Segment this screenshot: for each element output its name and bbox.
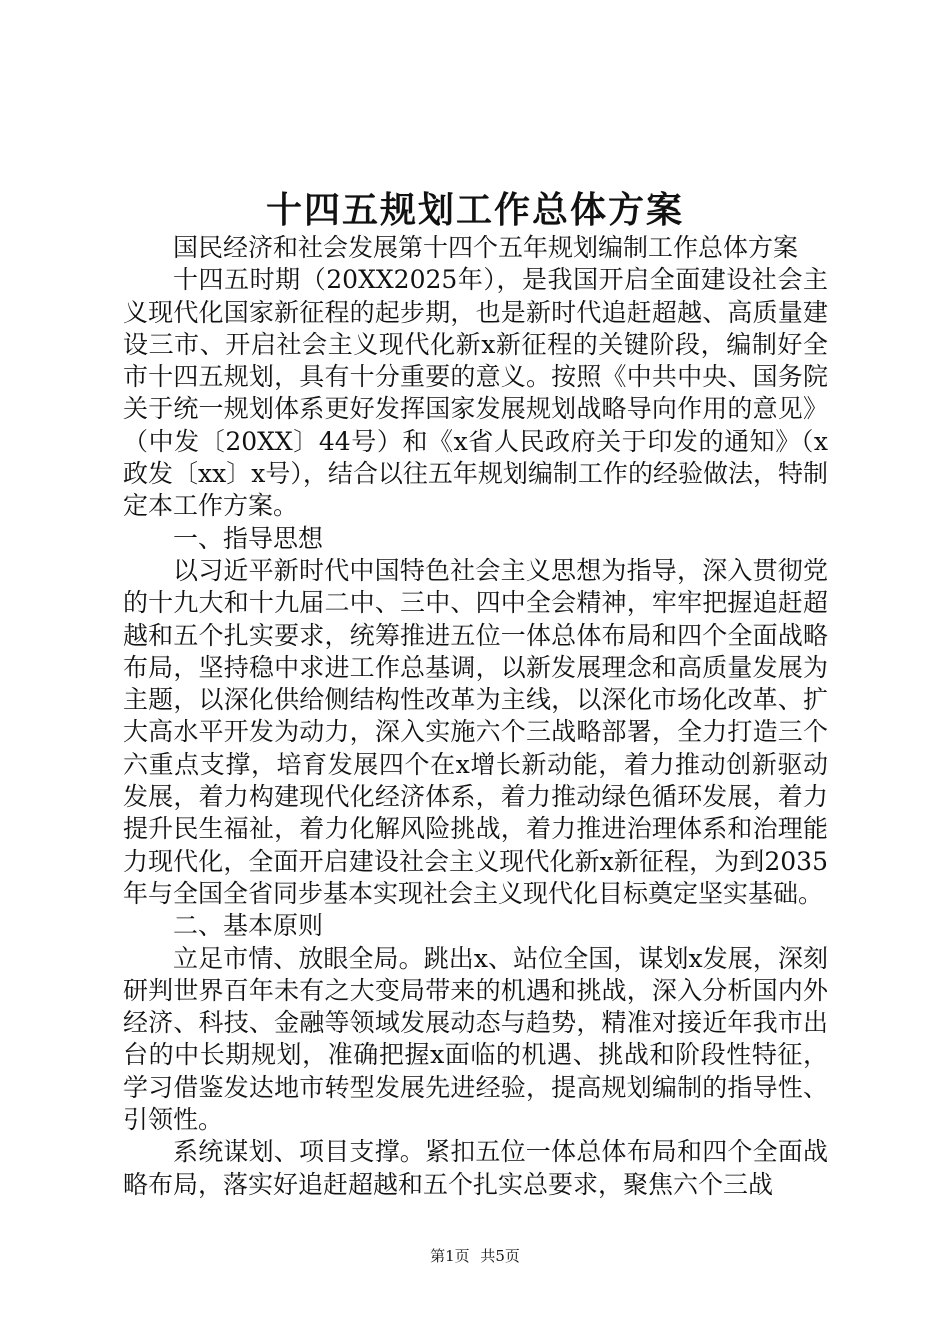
intro-paragraph: 十四五时期（20XX2025年），是我国开启全面建设社会主义现代化国家新征程的起步期，也是新时代追赶超越、高质量建设三市、开启社会主义现代化新x新征程的关键阶段，编制好全市十四五规划，具有十分重要的意义。按照《中共中央、国务院关于统一规划体系更好发挥国家发展规划战略导向作用的意见》（中发〔20XX〕44号）和《x省人民政府关于印发的通知》（x政发〔xx〕x号），结合以往五年规划编制工作的经验做法，特制定本工作方案。 — [123, 265, 828, 521]
page-total: 共5页 — [480, 1247, 520, 1265]
guiding-ideology-paragraph: 以习近平新时代中国特色社会主义思想为指导，深入贯彻党的十九大和十九届二中、三中、四中全会精神，牢牢把握追赶超越和五个扎实要求，统筹推进五位一体总体布局和四个全面战略布局，坚持稳中求进工作总基调，以新发展理念和高质量发展为主题，以深化供给侧结构性改革为主线，以深化市场化改革、扩大高水平开发为动力，深入实施六个三战略部署，全力打造三个六重点支撑，培育发展四个在x增长新动能，着力推动创新驱动发展，着力构建现代化经济体系，着力推动绿色循环发展，着力提升民生福祉，着力化解风险挑战，着力推进治理体系和治理能力现代化，全面开启建设社会主义现代化新x新征程，为到2035年与全国全省同步基本实现社会主义现代化目标奠定坚实基础。 — [123, 555, 828, 908]
principle-paragraph-1: 立足市情、放眼全局。跳出x、站位全国，谋划x发展，深刻研判世界百年未有之大变局带来的机遇和挑战，深入分析国内外经济、科技、金融等领域发展动态与趋势，精准对接近年我市出台的中长期规划，准确把握x面临的机遇、挑战和阶段性特征，学习借鉴发达地市转型发展先进经验，提高规划编制的指导性、引领性。 — [123, 943, 828, 1135]
section-heading-guiding-ideology: 一、指导思想 — [173, 523, 324, 553]
section-heading-basic-principles: 二、基本原则 — [173, 911, 324, 941]
page-number: 第1页 — [430, 1247, 470, 1265]
subtitle-paragraph: 国民经济和社会发展第十四个五年规划编制工作总体方案 — [173, 233, 799, 262]
document-body — [123, 232, 828, 1201]
page-footer — [0, 1246, 950, 1266]
document-title: 十四五规划工作总体方案 — [265, 189, 684, 231]
principle-paragraph-2: 系统谋划、项目支撑。紧扣五位一体总体布局和四个全面战略布局，落实好追赶超越和五个扎实总要求，聚焦六个三战 — [123, 1137, 828, 1199]
